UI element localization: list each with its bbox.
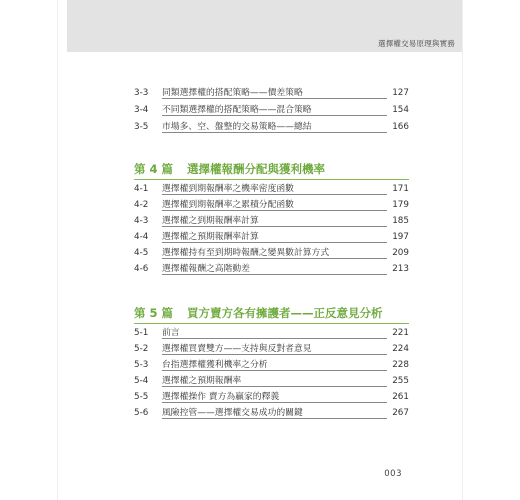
part-rule [134,323,409,324]
toc-entry[interactable] [134,262,409,276]
entry-page: 228 [392,360,409,370]
part-heading [134,304,383,322]
entry-title: 前言 [162,328,180,338]
entry-page: 185 [392,216,409,226]
entry-title: 選擇權操作 賣方為贏家的釋義 [162,392,280,402]
entry-number: 5-5 [134,392,149,402]
entry-number: 4-5 [134,248,149,258]
entry-title: 選擇權到期報酬率之機率密度函數 [162,184,294,194]
entry-number: 3-5 [134,122,149,132]
part-rule [134,179,409,180]
toc-entry[interactable] [134,374,409,388]
toc-entry[interactable] [134,120,409,134]
toc-entry[interactable] [134,358,409,372]
entry-page: 209 [392,248,409,258]
entry-number: 3-3 [134,88,149,98]
part-title: 買方賣方各有擁護者——正反意見分析 [187,306,383,320]
entry-page: 154 [392,105,409,115]
entry-number: 5-6 [134,408,149,418]
entry-title: 選擇權買賣雙方——支持與反對者意見 [162,344,312,354]
entry-page: 166 [392,122,409,132]
part-title: 選擇權報酬分配與獲利機率 [187,162,326,176]
entry-title: 風險控管——選擇權交易成功的關鍵 [162,408,303,418]
entry-number: 4-2 [134,200,149,210]
entry-page: 221 [392,328,409,338]
toc-entry[interactable] [134,406,409,420]
entry-page: 224 [392,344,409,354]
entry-number: 4-1 [134,184,149,194]
entry-page: 127 [392,88,409,98]
entry-title: 選擇權報酬之高階動差 [162,264,250,274]
entry-title: 選擇權到期報酬率之累積分配函數 [162,200,294,210]
entry-title: 不同類選擇權的搭配策略——混合策略 [162,105,312,115]
entry-number: 3-4 [134,105,149,115]
entry-number: 4-4 [134,232,149,242]
running-title: 選擇權交易原理與實務 [378,39,455,48]
toc-entry[interactable] [134,246,409,260]
toc-entry[interactable] [134,103,409,117]
entry-number: 5-4 [134,376,149,386]
entry-page: 255 [392,376,409,386]
entry-page: 197 [392,232,409,242]
entry-page: 171 [392,184,409,194]
part-heading [134,160,325,178]
entry-page: 213 [392,264,409,274]
entry-number: 5-1 [134,328,149,338]
toc-entry[interactable] [134,230,409,244]
entry-title: 市場多、空、盤整的交易策略——總結 [162,122,312,132]
entry-number: 4-3 [134,216,149,226]
toc-entry[interactable] [134,342,409,356]
entry-number: 5-3 [134,360,149,370]
entry-page: 261 [392,392,409,402]
toc-entry[interactable] [134,86,409,100]
part-label: 第 4 篇 [134,162,174,176]
entry-title: 選擇權持有至到期時報酬之變異數計算方式 [162,248,330,258]
toc-entry[interactable] [134,390,409,404]
toc-entry[interactable] [134,182,409,196]
toc-entry[interactable] [134,326,409,340]
toc-entry[interactable] [134,214,409,228]
entry-page: 267 [392,408,409,418]
part-label: 第 5 篇 [134,306,174,320]
entry-number: 4-6 [134,264,149,274]
toc-entry[interactable] [134,198,409,212]
entry-title: 選擇權之預期報酬率計算 [162,232,259,242]
dot-leader [162,338,387,339]
page-number: 003 [384,469,402,479]
entry-title: 同類選擇權的搭配策略——價差策略 [162,88,303,98]
entry-title: 台指選擇權獲利機率之分析 [162,360,268,370]
entry-title: 選擇權之到期報酬率計算 [162,216,259,226]
entry-title: 選擇權之預期報酬率 [162,376,242,386]
entry-page: 179 [392,200,409,210]
entry-number: 5-2 [134,344,149,354]
